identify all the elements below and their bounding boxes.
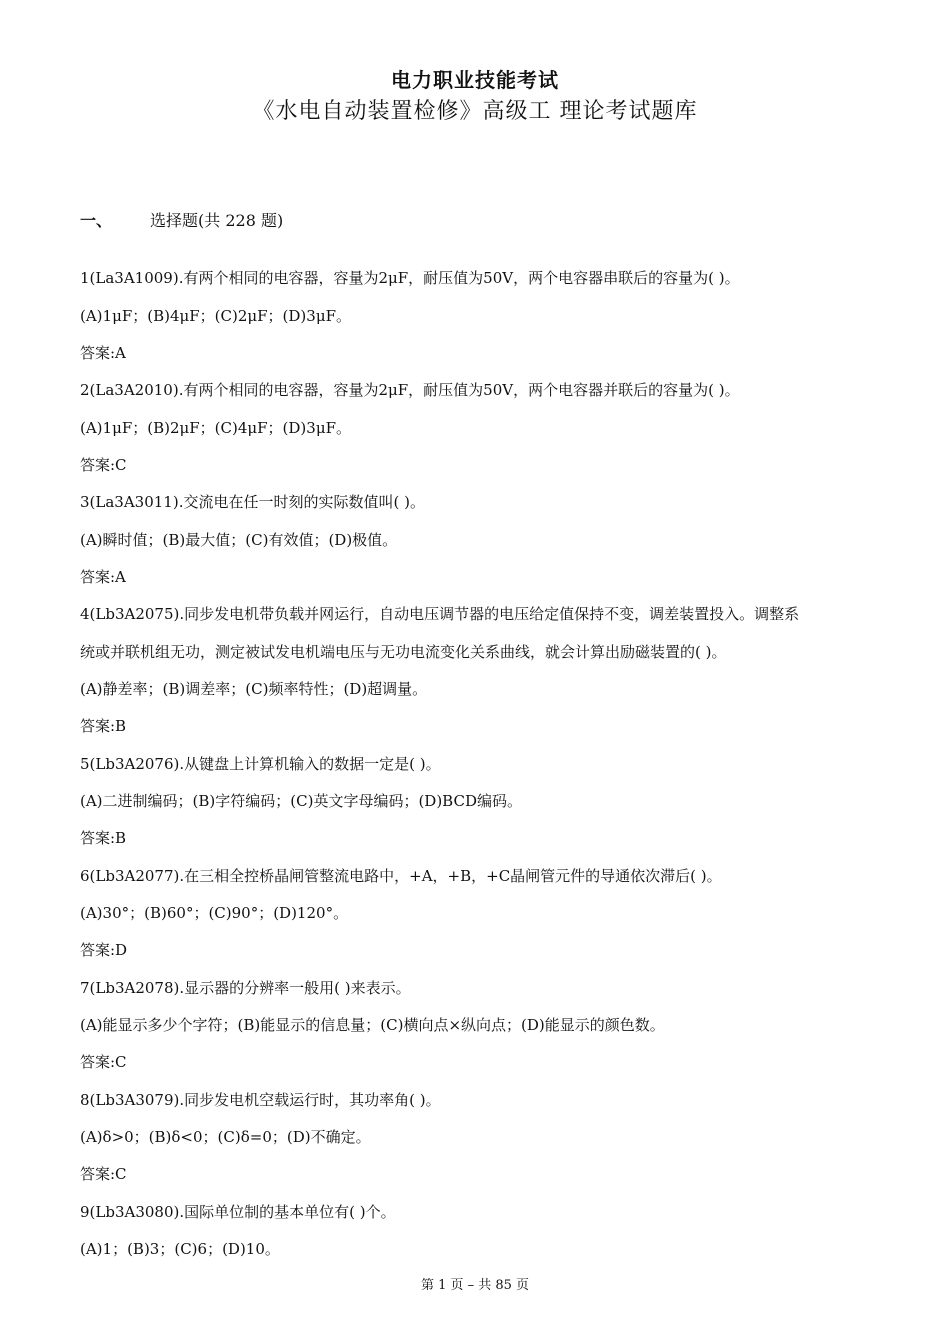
section-label: 选择题(共 228 题) [150,211,284,230]
question-options: (A)二进制编码；(B)字符编码；(C)英文字母编码；(D)BCD编码。 [80,792,522,810]
question-answer: 答案:B [80,717,127,735]
question-text: 4(Lb3A2075).同步发电机带负载并网运行，自动电压调节器的电压给定值保持不变，调差装置投入。调整系 [80,605,800,623]
question-answer: 答案:D [80,941,128,959]
question-text: 3(La3A3011).交流电在任一时刻的实际数值叫( )。 [80,493,425,511]
section-number: 一、 [80,211,113,230]
question-text: 1(La3A1009).有两个相同的电容器，容量为2μF，耐压值为50V，两个电容器串联后的容量为( )。 [80,269,740,287]
question-answer: 答案:C [80,1053,127,1071]
question-answer: 答案:C [80,1165,127,1183]
question-options: (A)1；(B)3；(C)6；(D)10。 [80,1240,280,1258]
question-text: 7(Lb3A2078).显示器的分辨率一般用( )来表示。 [80,979,411,997]
question-text: 6(Lb3A2077).在三相全控桥晶闸管整流电路中，+A，+B，+C晶闸管元件的导通依次滞后( )。 [80,867,722,885]
document-title: 电力职业技能考试 [391,68,559,92]
question-text: 2(La3A2010).有两个相同的电容器，容量为2μF，耐压值为50V，两个电容器并联后的容量为( )。 [80,381,740,399]
question-text: 5(Lb3A2076).从键盘上计算机输入的数据一定是( )。 [80,755,441,773]
question-answer: 答案:B [80,829,127,847]
document-subtitle: 《水电自动装置检修》高级工 理论考试题库 [252,99,698,124]
section-heading [80,208,283,231]
question-options: (A)瞬时值；(B)最大值；(C)有效值；(D)极值。 [80,531,398,549]
question-options: (A)δ>0；(B)δ<0；(C)δ=0；(D)不确定。 [80,1128,371,1146]
question-options: (A)静差率；(B)调差率；(C)频率特性；(D)超调量。 [80,680,428,698]
question-text-continued: 统或并联机组无功，测定被试发电机端电压与无功电流变化关系曲线，就会计算出励磁装置的( )。 [80,643,727,661]
question-answer: 答案:A [80,568,126,586]
question-options: (A)1μF；(B)4μF；(C)2μF；(D)3μF。 [80,307,351,325]
page-footer: 第 1 页 – 共 85 页 [420,1278,530,1293]
question-options: (A)能显示多少个字符；(B)能显示的信息量；(C)横向点×纵向点；(D)能显示的颜色数。 [80,1016,665,1034]
question-answer: 答案:C [80,456,127,474]
question-options: (A)1μF；(B)2μF；(C)4μF；(D)3μF。 [80,419,351,437]
question-answer: 答案:A [80,344,126,362]
question-text: 9(Lb3A3080).国际单位制的基本单位有( )个。 [80,1203,396,1221]
question-options: (A)30°；(B)60°；(C)90°；(D)120°。 [80,904,349,922]
question-text: 8(Lb3A3079).同步发电机空载运行时，其功率角( )。 [80,1091,441,1109]
